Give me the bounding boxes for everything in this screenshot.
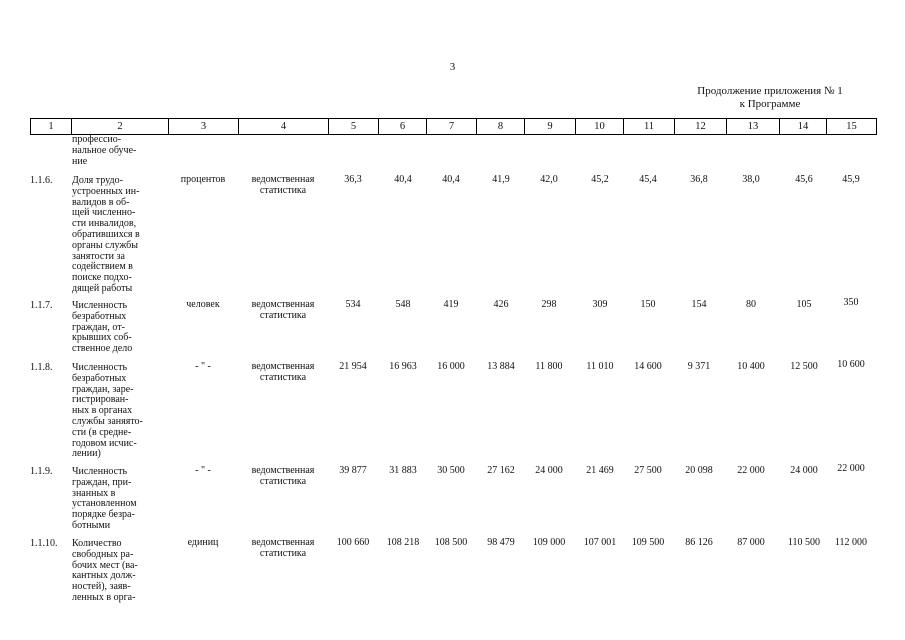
row-number: 1.1.8. xyxy=(30,362,53,373)
value-col-15: 45,9 xyxy=(842,174,860,185)
indicator-name: Численность безработных граждан, от- крывших соб- ственное дело xyxy=(72,300,133,355)
value-col-9: 42,0 xyxy=(540,174,558,185)
value-col-5: 39 877 xyxy=(339,465,367,476)
unit-of-measure: - " - xyxy=(195,361,211,372)
data-source: ведомственная статистика xyxy=(251,465,315,487)
data-source: ведомственная статистика xyxy=(251,361,315,383)
unit-of-measure: - " - xyxy=(195,465,211,476)
value-col-14: 45,6 xyxy=(795,174,813,185)
value-col-8: 13 884 xyxy=(487,361,515,372)
table-row xyxy=(30,359,876,466)
value-col-11: 109 500 xyxy=(631,537,665,548)
value-col-8: 27 162 xyxy=(487,465,515,476)
data-source: ведомственная статистика xyxy=(251,174,315,196)
value-col-5: 100 660 xyxy=(336,537,370,548)
value-col-6: 40,4 xyxy=(394,174,412,185)
value-col-12: 154 xyxy=(691,299,707,310)
header-col-1: 1 xyxy=(31,119,72,135)
row-number: 1.1.10. xyxy=(30,538,58,549)
table-row xyxy=(30,175,876,300)
value-col-15: 22 000 xyxy=(837,463,865,474)
header-col-9: 9 xyxy=(525,119,576,135)
value-col-11: 14 600 xyxy=(634,361,662,372)
value-col-12: 20 098 xyxy=(685,465,713,476)
indicator-name: Количество свободных ра- бочих мест (ва- кантных долж- ностей), заяв- ленных в орга- xyxy=(72,538,138,603)
value-col-14: 12 500 xyxy=(790,361,818,372)
value-col-14: 24 000 xyxy=(790,465,818,476)
data-source: ведомственная статистика xyxy=(251,299,315,321)
header-col-10: 10 xyxy=(576,119,624,135)
value-col-12: 86 126 xyxy=(685,537,713,548)
value-col-7: 40,4 xyxy=(442,174,460,185)
data-source: ведомственная статистика xyxy=(251,537,315,559)
value-col-6: 31 883 xyxy=(389,465,417,476)
value-col-11: 45,4 xyxy=(639,174,657,185)
value-col-15: 112 000 xyxy=(834,537,868,548)
value-col-10: 21 469 xyxy=(586,465,614,476)
value-col-13: 10 400 xyxy=(737,361,765,372)
header-col-8: 8 xyxy=(477,119,525,135)
value-col-10: 11 010 xyxy=(586,361,614,372)
value-col-8: 41,9 xyxy=(492,174,510,185)
value-col-6: 108 218 xyxy=(386,537,420,548)
unit-of-measure: человек xyxy=(186,299,220,310)
value-col-6: 548 xyxy=(395,299,411,310)
value-col-10: 45,2 xyxy=(591,174,609,185)
value-col-9: 24 000 xyxy=(535,465,563,476)
value-col-12: 36,8 xyxy=(690,174,708,185)
row-number: 1.1.7. xyxy=(30,300,53,311)
value-col-5: 534 xyxy=(345,299,361,310)
header-col-5: 5 xyxy=(329,119,379,135)
header-col-4: 4 xyxy=(239,119,329,135)
header-col-6: 6 xyxy=(379,119,427,135)
value-col-7: 16 000 xyxy=(437,361,465,372)
unit-of-measure: процентов xyxy=(180,174,226,185)
unit-of-measure: единиц xyxy=(187,537,219,548)
value-col-9: 11 800 xyxy=(535,361,563,372)
value-col-14: 110 500 xyxy=(787,537,821,548)
indicator-name: Численность безработных граждан, заре- гистрирован- ных в органах службы заняято- сти (в средне- годовом исчис- лении) xyxy=(72,362,143,460)
value-col-9: 298 xyxy=(541,299,557,310)
value-col-15: 350 xyxy=(843,297,859,308)
indicator-name: профессио- нальное обуче- ние xyxy=(72,134,137,167)
header-col-7: 7 xyxy=(427,119,477,135)
row-number: 1.1.6. xyxy=(30,175,53,186)
indicator-name: Доля трудо- устроенных ин- валидов в об- щей численно- сти инвалидов, обратившихся в органы службы занятости за содействием в поиске подхо- дящей работы xyxy=(72,175,140,294)
row-number: 1.1.9. xyxy=(30,466,53,477)
value-col-8: 426 xyxy=(493,299,509,310)
value-col-5: 21 954 xyxy=(339,361,367,372)
header-col-11: 11 xyxy=(624,119,675,135)
value-col-13: 80 xyxy=(746,299,756,310)
table-row xyxy=(30,538,876,610)
value-col-7: 108 500 xyxy=(434,537,468,548)
value-col-14: 105 xyxy=(796,299,812,310)
value-col-8: 98 479 xyxy=(487,537,515,548)
value-col-11: 150 xyxy=(640,299,656,310)
header-col-2: 2 xyxy=(72,119,169,135)
header-col-15: 15 xyxy=(827,119,877,135)
value-col-7: 419 xyxy=(443,299,459,310)
header-col-12: 12 xyxy=(675,119,727,135)
header-col-3: 3 xyxy=(169,119,239,135)
table-row xyxy=(30,463,876,538)
value-col-13: 87 000 xyxy=(737,537,765,548)
header-col-14: 14 xyxy=(780,119,827,135)
table-row xyxy=(30,297,876,362)
value-col-10: 107 001 xyxy=(583,537,617,548)
page-number: 3 xyxy=(449,61,456,73)
value-col-13: 38,0 xyxy=(742,174,760,185)
continuation-note xyxy=(675,85,865,111)
value-col-13: 22 000 xyxy=(737,465,765,476)
header-col-13: 13 xyxy=(727,119,780,135)
continuation-line-1: Продолжение приложения № 1 xyxy=(697,85,843,97)
value-col-7: 30 500 xyxy=(437,465,465,476)
table-row xyxy=(30,134,876,175)
value-col-5: 36,3 xyxy=(344,174,362,185)
value-col-9: 109 000 xyxy=(532,537,566,548)
value-col-11: 27 500 xyxy=(634,465,662,476)
column-number-header xyxy=(30,118,877,135)
continuation-line-2: к Программе xyxy=(739,98,801,110)
indicator-name: Численность граждан, при- знанных в установленном порядке безра- ботными xyxy=(72,466,137,531)
value-col-6: 16 963 xyxy=(389,361,417,372)
value-col-12: 9 371 xyxy=(687,361,711,372)
value-col-15: 10 600 xyxy=(837,359,865,370)
value-col-10: 309 xyxy=(592,299,608,310)
